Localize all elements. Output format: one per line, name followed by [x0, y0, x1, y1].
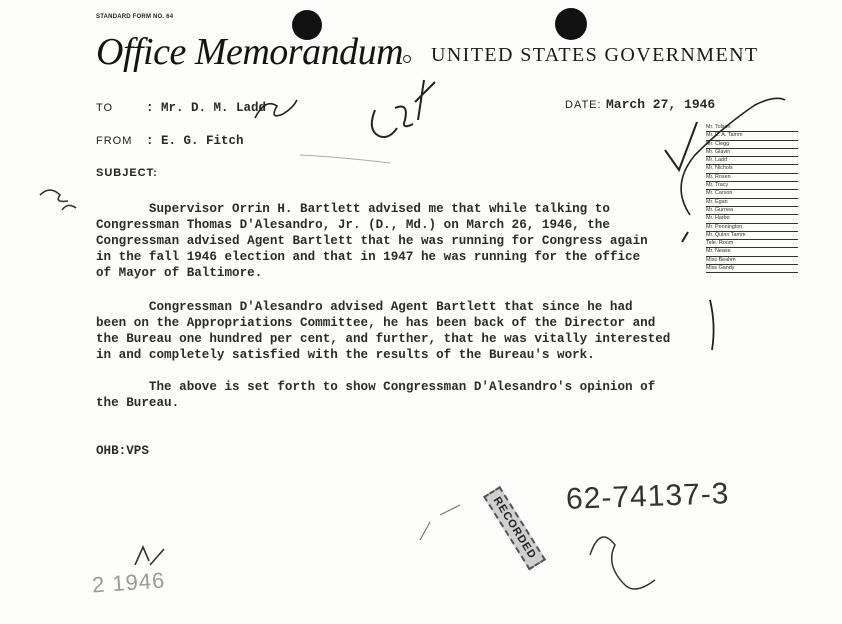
date-value: March 27, 1946: [606, 97, 716, 112]
recorded-stamp: RECORDED: [483, 486, 546, 570]
routing-entry: Mr. Pennington: [706, 224, 798, 232]
margin-scrawl: [40, 190, 76, 210]
margin-bracket-top: [682, 232, 688, 242]
eot-scrawl: [372, 80, 435, 137]
check-mark: [665, 122, 697, 170]
bottom-date-stamp: 2 1946: [91, 567, 167, 598]
routing-entry: Mr. E. A. Tamm: [706, 132, 798, 140]
routing-scrawl: [681, 98, 785, 215]
memo-title: Office Memorandum: [96, 31, 404, 73]
routing-entry: Mr. Clegg: [706, 141, 798, 149]
routing-entry: Mr. Tracy: [706, 182, 798, 190]
from-label: FROM: [96, 135, 133, 147]
subject-label: SUBJECT:: [96, 167, 158, 179]
routing-entry: Miss Gandy: [706, 265, 798, 273]
routing-entry: Mr. Harbo: [706, 215, 798, 223]
to-label: TO: [96, 102, 114, 114]
routing-entry: Tele. Room: [706, 240, 798, 248]
routing-entry: Mr. Ladd: [706, 157, 798, 165]
date-label: DATE:: [565, 99, 602, 111]
routing-entry: Mr. Quinn Tamm: [706, 232, 798, 240]
center-mark: [420, 505, 460, 540]
body-paragraph-2: Congressman D'Alesandro advised Agent Bartlett that since he had been on the Appropriations Committee, he has been back of the Director and the Bureau one hundred per cent, and further, that he was vitally interested in and completely satisfied with the results of the Bureau's work.: [96, 300, 671, 362]
from-value: : E. G. Fitch: [146, 134, 244, 148]
routing-entry: Mr. Nease: [706, 248, 798, 256]
margin-bracket-mid: [710, 300, 714, 350]
typist-initials: OHB:VPS: [96, 444, 149, 458]
to-value: : Mr. D. M. Ladd: [146, 101, 267, 115]
routing-entry: Mr. Glavin: [706, 149, 798, 157]
routing-entry: Mr. Gurnea: [706, 207, 798, 215]
file-number: 62-74137-3: [565, 477, 730, 516]
routing-entry: Mr. Nichols: [706, 165, 798, 173]
routing-entry: Mr. Tolson: [706, 124, 798, 132]
bottom-scrawl: [135, 547, 164, 565]
initials-scrawl: [255, 100, 297, 118]
form-number: STANDARD FORM NO. 64: [96, 14, 174, 20]
routing-entry: Mr. Egan: [706, 199, 798, 207]
routing-entry: Mr. Rosen: [706, 174, 798, 182]
routing-entry: Mr. Carson: [706, 190, 798, 198]
body-paragraph-3: The above is set forth to show Congressman D'Alesandro's opinion of the Bureau.: [96, 380, 656, 410]
body-paragraph-1: Supervisor Orrin H. Bartlett advised me that while talking to Congressman Thomas D'Alesandro, Jr. (D., Md.) on March 26, 1946, the Congressman advised Agent Bartlett that he was running for Congress again in the fall 1946 election and that in 1947 he was running for the office of Mayor of Baltimore.: [96, 202, 648, 280]
agency-name: UNITED STATES GOVERNMENT: [431, 44, 759, 66]
stamp-scrawl: [590, 537, 655, 589]
pen-line: [300, 155, 390, 163]
routing-entry: Miss Beahm: [706, 257, 798, 265]
